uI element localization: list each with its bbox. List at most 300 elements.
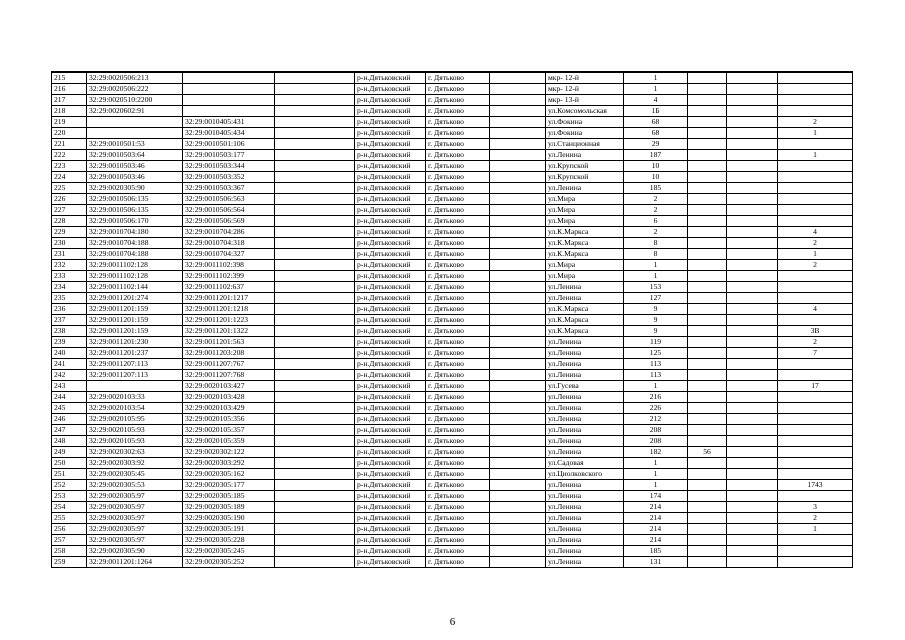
row-number-cell: 236 (52, 304, 87, 315)
blank-cell-2 (490, 513, 546, 524)
table-row (52, 293, 853, 304)
blank-cell (275, 128, 355, 139)
street-cell: ул.Ленина (546, 348, 624, 359)
blank-cell (275, 238, 355, 249)
apartment-cell: 4 (778, 227, 853, 238)
city-cell: г. Дятьково (426, 282, 490, 293)
street-cell: ул.Фокина (546, 128, 624, 139)
blank-cell-3 (727, 194, 778, 205)
street-cell: ул.К.Маркса (546, 249, 624, 260)
row-number-cell: 250 (52, 458, 87, 469)
blank-cell-2 (490, 216, 546, 227)
cadastral-building-cell: 32:29:0020305:185 (183, 491, 275, 502)
cadastral-building-cell: 32:29:0010506:564 (183, 205, 275, 216)
table-row (52, 469, 853, 480)
building-cell (688, 216, 727, 227)
street-cell: ул.Ленина (546, 447, 624, 458)
building-cell (688, 194, 727, 205)
building-cell (688, 480, 727, 491)
blank-cell-2 (490, 150, 546, 161)
cadastral-building-cell: 32:29:0010405:434 (183, 128, 275, 139)
apartment-cell (778, 436, 853, 447)
street-cell: ул.К.Маркса (546, 304, 624, 315)
street-cell: ул.Ленина (546, 425, 624, 436)
row-number-cell: 222 (52, 150, 87, 161)
city-cell: г. Дятьково (426, 425, 490, 436)
table-row (52, 502, 853, 513)
building-cell (688, 95, 727, 106)
table-row (52, 161, 853, 172)
apartment-cell (778, 469, 853, 480)
building-cell (688, 315, 727, 326)
cadastral-building-cell: 32:29:0010503:367 (183, 183, 275, 194)
row-number-cell: 227 (52, 205, 87, 216)
blank-cell-2 (490, 370, 546, 381)
house-number-cell: 8 (624, 249, 688, 260)
house-number-cell: 1 (624, 72, 688, 84)
table-row (52, 194, 853, 205)
district-cell: р-н.Дятьковский (355, 557, 426, 568)
cadastral-building-cell: 32:29:0020103:428 (183, 392, 275, 403)
cadastral-parcel-cell: 32:29:0010704:180 (87, 227, 183, 238)
district-cell: р-н.Дятьковский (355, 425, 426, 436)
building-cell (688, 227, 727, 238)
city-cell: г. Дятьково (426, 315, 490, 326)
cadastral-parcel-cell: 32:29:0011201:230 (87, 337, 183, 348)
city-cell: г. Дятьково (426, 447, 490, 458)
cadastral-building-cell: 32:29:0020305:252 (183, 557, 275, 568)
table-row (52, 249, 853, 260)
cadastral-parcel-cell: 32:29:0011207:113 (87, 359, 183, 370)
blank-cell (275, 139, 355, 150)
house-number-cell: 1 (624, 480, 688, 491)
district-cell: р-н.Дятьковский (355, 326, 426, 337)
apartment-cell (778, 139, 853, 150)
city-cell: г. Дятьково (426, 194, 490, 205)
blank-cell-2 (490, 326, 546, 337)
cadastral-parcel-cell: 32:29:0020305:45 (87, 469, 183, 480)
cadastral-parcel-cell: 32:29:0011201:159 (87, 326, 183, 337)
building-cell (688, 293, 727, 304)
apartment-cell (778, 359, 853, 370)
blank-cell-2 (490, 84, 546, 95)
house-number-cell: 216 (624, 392, 688, 403)
blank-cell (275, 370, 355, 381)
row-number-cell: 221 (52, 139, 87, 150)
city-cell: г. Дятьково (426, 72, 490, 84)
blank-cell-3 (727, 84, 778, 95)
cadastral-parcel-cell: 32:29:0010506:170 (87, 216, 183, 227)
cadastral-building-cell: 32:29:0011201:1218 (183, 304, 275, 315)
building-cell (688, 392, 727, 403)
apartment-cell: 2 (778, 117, 853, 128)
cadastral-building-cell: 32:29:0010704:286 (183, 227, 275, 238)
house-number-cell: 9 (624, 304, 688, 315)
cadastral-parcel-cell: 32:29:0011201:159 (87, 304, 183, 315)
blank-cell-2 (490, 293, 546, 304)
blank-cell-2 (490, 359, 546, 370)
blank-cell (275, 172, 355, 183)
row-number-cell: 229 (52, 227, 87, 238)
cadastral-parcel-cell: 32:29:0020510:2200 (87, 95, 183, 106)
cadastral-building-cell: 32:29:0011201:563 (183, 337, 275, 348)
table-row (52, 84, 853, 95)
house-number-cell: 208 (624, 436, 688, 447)
apartment-cell: 1743 (778, 480, 853, 491)
blank-cell (275, 557, 355, 568)
building-cell (688, 370, 727, 381)
street-cell: ул.Крупской (546, 172, 624, 183)
blank-cell-2 (490, 535, 546, 546)
house-number-cell: 10 (624, 161, 688, 172)
cadastral-building-cell (183, 95, 275, 106)
table-row (52, 282, 853, 293)
cadastral-parcel-cell: 32:29:0020305:53 (87, 480, 183, 491)
street-cell: ул.Ленина (546, 436, 624, 447)
blank-cell-2 (490, 315, 546, 326)
district-cell: р-н.Дятьковский (355, 491, 426, 502)
cadastral-parcel-cell: 32:29:0020305:97 (87, 524, 183, 535)
blank-cell-3 (727, 172, 778, 183)
blank-cell (275, 315, 355, 326)
row-number-cell: 233 (52, 271, 87, 282)
table-row (52, 216, 853, 227)
blank-cell-2 (490, 403, 546, 414)
row-number-cell: 259 (52, 557, 87, 568)
blank-cell-3 (727, 502, 778, 513)
apartment-cell: 2 (778, 513, 853, 524)
blank-cell-3 (727, 304, 778, 315)
blank-cell (275, 183, 355, 194)
cadastral-parcel-cell: 32:29:0011102:128 (87, 260, 183, 271)
city-cell: г. Дятьково (426, 260, 490, 271)
building-cell (688, 106, 727, 117)
building-cell (688, 238, 727, 249)
blank-cell-3 (727, 282, 778, 293)
table-row (52, 359, 853, 370)
apartment-cell (778, 447, 853, 458)
table-row (52, 370, 853, 381)
cadastral-building-cell: 32:29:0020103:427 (183, 381, 275, 392)
district-cell: р-н.Дятьковский (355, 304, 426, 315)
building-cell (688, 359, 727, 370)
cadastral-parcel-cell: 32:29:0011207:113 (87, 370, 183, 381)
cadastral-parcel-cell: 32:29:0020305:97 (87, 535, 183, 546)
table-row (52, 271, 853, 282)
blank-cell (275, 95, 355, 106)
apartment-cell (778, 425, 853, 436)
district-cell: р-н.Дятьковский (355, 249, 426, 260)
apartment-cell (778, 216, 853, 227)
district-cell: р-н.Дятьковский (355, 271, 426, 282)
building-cell (688, 304, 727, 315)
cadastral-building-cell: 32:29:0020305:245 (183, 546, 275, 557)
district-cell: р-н.Дятьковский (355, 282, 426, 293)
blank-cell-3 (727, 436, 778, 447)
house-number-cell: 214 (624, 524, 688, 535)
cadastral-parcel-cell (87, 117, 183, 128)
blank-cell-2 (490, 491, 546, 502)
table-row (52, 348, 853, 359)
row-number-cell: 219 (52, 117, 87, 128)
street-cell: ул.Ленина (546, 491, 624, 502)
building-cell (688, 117, 727, 128)
district-cell: р-н.Дятьковский (355, 535, 426, 546)
blank-cell (275, 205, 355, 216)
street-cell: ул.Циолковского (546, 469, 624, 480)
blank-cell-3 (727, 315, 778, 326)
blank-cell-3 (727, 183, 778, 194)
blank-cell-3 (727, 403, 778, 414)
house-number-cell: 119 (624, 337, 688, 348)
house-number-cell: 1 (624, 271, 688, 282)
building-cell (688, 128, 727, 139)
blank-cell-3 (727, 238, 778, 249)
cadastral-parcel-cell: 32:29:0010503:64 (87, 150, 183, 161)
street-cell: мкр- 13-й (546, 95, 624, 106)
blank-cell (275, 249, 355, 260)
cadastral-building-cell: 32:29:0011203:208 (183, 348, 275, 359)
blank-cell-2 (490, 414, 546, 425)
blank-cell-2 (490, 348, 546, 359)
house-number-cell: 2 (624, 205, 688, 216)
city-cell: г. Дятьково (426, 348, 490, 359)
district-cell: р-н.Дятьковский (355, 315, 426, 326)
apartment-cell (778, 95, 853, 106)
blank-cell-3 (727, 458, 778, 469)
table-row (52, 425, 853, 436)
blank-cell (275, 106, 355, 117)
row-number-cell: 240 (52, 348, 87, 359)
row-number-cell: 245 (52, 403, 87, 414)
cadastral-parcel-cell (87, 128, 183, 139)
cadastral-parcel-cell: 32:29:0010503:46 (87, 172, 183, 183)
apartment-cell: 1 (778, 128, 853, 139)
city-cell: г. Дятьково (426, 513, 490, 524)
city-cell: г. Дятьково (426, 337, 490, 348)
table-row (52, 535, 853, 546)
row-number-cell: 243 (52, 381, 87, 392)
cadastral-building-cell: 32:29:0011201:1217 (183, 293, 275, 304)
house-number-cell: 1Б (624, 106, 688, 117)
building-cell (688, 436, 727, 447)
row-number-cell: 220 (52, 128, 87, 139)
city-cell: г. Дятьково (426, 172, 490, 183)
apartment-cell (778, 370, 853, 381)
city-cell: г. Дятьково (426, 117, 490, 128)
district-cell: р-н.Дятьковский (355, 106, 426, 117)
table-row (52, 326, 853, 337)
row-number-cell: 217 (52, 95, 87, 106)
cadastral-building-cell: 32:29:0010506:563 (183, 194, 275, 205)
cadastral-building-cell: 32:29:0020305:190 (183, 513, 275, 524)
district-cell: р-н.Дятьковский (355, 513, 426, 524)
house-number-cell: 212 (624, 414, 688, 425)
city-cell: г. Дятьково (426, 326, 490, 337)
house-number-cell: 153 (624, 282, 688, 293)
apartment-cell (778, 535, 853, 546)
street-cell: ул.Мира (546, 271, 624, 282)
street-cell: ул.К.Маркса (546, 227, 624, 238)
blank-cell-2 (490, 194, 546, 205)
cadastral-parcel-cell: 32:29:0020506:222 (87, 84, 183, 95)
apartment-cell: 3 (778, 502, 853, 513)
street-cell: ул.Ленина (546, 293, 624, 304)
house-number-cell: 226 (624, 403, 688, 414)
apartment-cell: 1 (778, 524, 853, 535)
apartment-cell (778, 282, 853, 293)
row-number-cell: 215 (52, 72, 87, 84)
table-row (52, 524, 853, 535)
street-cell: ул.Садовая (546, 458, 624, 469)
cadastral-building-cell: 32:29:0010704:318 (183, 238, 275, 249)
street-cell: ул.Ленина (546, 535, 624, 546)
cadastral-building-cell (183, 84, 275, 95)
house-number-cell: 1 (624, 260, 688, 271)
blank-cell-2 (490, 282, 546, 293)
blank-cell-2 (490, 557, 546, 568)
row-number-cell: 244 (52, 392, 87, 403)
building-cell (688, 348, 727, 359)
house-number-cell: 9 (624, 326, 688, 337)
apartment-cell: 2 (778, 337, 853, 348)
building-cell (688, 161, 727, 172)
district-cell: р-н.Дятьковский (355, 359, 426, 370)
house-number-cell: 185 (624, 183, 688, 194)
district-cell: р-н.Дятьковский (355, 502, 426, 513)
table-row (52, 139, 853, 150)
apartment-cell: 17 (778, 381, 853, 392)
cadastral-parcel-cell (87, 381, 183, 392)
building-cell (688, 172, 727, 183)
building-cell (688, 337, 727, 348)
row-number-cell: 247 (52, 425, 87, 436)
blank-cell (275, 546, 355, 557)
house-number-cell: 2 (624, 194, 688, 205)
house-number-cell: 6 (624, 216, 688, 227)
blank-cell-3 (727, 117, 778, 128)
building-cell (688, 425, 727, 436)
blank-cell-2 (490, 95, 546, 106)
street-cell: ул.Ленина (546, 414, 624, 425)
blank-cell (275, 414, 355, 425)
street-cell: ул.Гусева (546, 381, 624, 392)
blank-cell-2 (490, 128, 546, 139)
blank-cell-3 (727, 524, 778, 535)
apartment-cell (778, 491, 853, 502)
district-cell: р-н.Дятьковский (355, 546, 426, 557)
blank-cell (275, 535, 355, 546)
cadastral-building-cell: 32:29:0010501:106 (183, 139, 275, 150)
city-cell: г. Дятьково (426, 535, 490, 546)
house-number-cell: 113 (624, 359, 688, 370)
blank-cell-2 (490, 524, 546, 535)
apartment-cell (778, 205, 853, 216)
city-cell: г. Дятьково (426, 84, 490, 95)
city-cell: г. Дятьково (426, 359, 490, 370)
district-cell: р-н.Дятьковский (355, 227, 426, 238)
cadastral-building-cell: 32:29:0020105:357 (183, 425, 275, 436)
blank-cell (275, 480, 355, 491)
house-number-cell: 127 (624, 293, 688, 304)
district-cell: р-н.Дятьковский (355, 436, 426, 447)
house-number-cell: 214 (624, 513, 688, 524)
row-number-cell: 234 (52, 282, 87, 293)
street-cell: ул.Фокина (546, 117, 624, 128)
cadastral-parcel-cell: 32:29:0020103:33 (87, 392, 183, 403)
street-cell: ул.Ленина (546, 359, 624, 370)
city-cell: г. Дятьково (426, 150, 490, 161)
cadastral-building-cell: 32:29:0010503:177 (183, 150, 275, 161)
district-cell: р-н.Дятьковский (355, 238, 426, 249)
building-cell (688, 403, 727, 414)
house-number-cell: 9 (624, 315, 688, 326)
row-number-cell: 249 (52, 447, 87, 458)
house-number-cell: 1 (624, 458, 688, 469)
building-cell (688, 513, 727, 524)
city-cell: г. Дятьково (426, 524, 490, 535)
row-number-cell: 252 (52, 480, 87, 491)
table-row (52, 95, 853, 106)
building-cell (688, 535, 727, 546)
row-number-cell: 230 (52, 238, 87, 249)
blank-cell (275, 161, 355, 172)
street-cell: ул.Ленина (546, 337, 624, 348)
building-cell (688, 282, 727, 293)
building-cell (688, 84, 727, 95)
city-cell: г. Дятьково (426, 304, 490, 315)
house-number-cell: 174 (624, 491, 688, 502)
blank-cell-3 (727, 293, 778, 304)
blank-cell (275, 447, 355, 458)
house-number-cell: 1 (624, 84, 688, 95)
cadastral-building-cell: 32:29:0020103:429 (183, 403, 275, 414)
table-row (52, 557, 853, 568)
row-number-cell: 218 (52, 106, 87, 117)
blank-cell-3 (727, 546, 778, 557)
row-number-cell: 242 (52, 370, 87, 381)
row-number-cell: 253 (52, 491, 87, 502)
blank-cell-3 (727, 414, 778, 425)
district-cell: р-н.Дятьковский (355, 117, 426, 128)
blank-cell-3 (727, 106, 778, 117)
row-number-cell: 254 (52, 502, 87, 513)
blank-cell-2 (490, 425, 546, 436)
blank-cell (275, 381, 355, 392)
blank-cell-3 (727, 392, 778, 403)
blank-cell-3 (727, 447, 778, 458)
building-cell (688, 414, 727, 425)
city-cell: г. Дятьково (426, 183, 490, 194)
blank-cell (275, 260, 355, 271)
cadastral-building-cell: 32:29:0010503:344 (183, 161, 275, 172)
apartment-cell (778, 403, 853, 414)
building-cell (688, 205, 727, 216)
cadastral-parcel-cell: 32:29:0010704:188 (87, 249, 183, 260)
city-cell: г. Дятьково (426, 249, 490, 260)
blank-cell-3 (727, 249, 778, 260)
blank-cell (275, 293, 355, 304)
house-number-cell: 182 (624, 447, 688, 458)
table-row (52, 414, 853, 425)
street-cell: ул.Ленина (546, 502, 624, 513)
table-row (52, 183, 853, 194)
blank-cell-3 (727, 227, 778, 238)
cadastral-parcel-cell: 32:29:0010506:135 (87, 194, 183, 205)
blank-cell (275, 150, 355, 161)
row-number-cell: 238 (52, 326, 87, 337)
blank-cell-2 (490, 172, 546, 183)
